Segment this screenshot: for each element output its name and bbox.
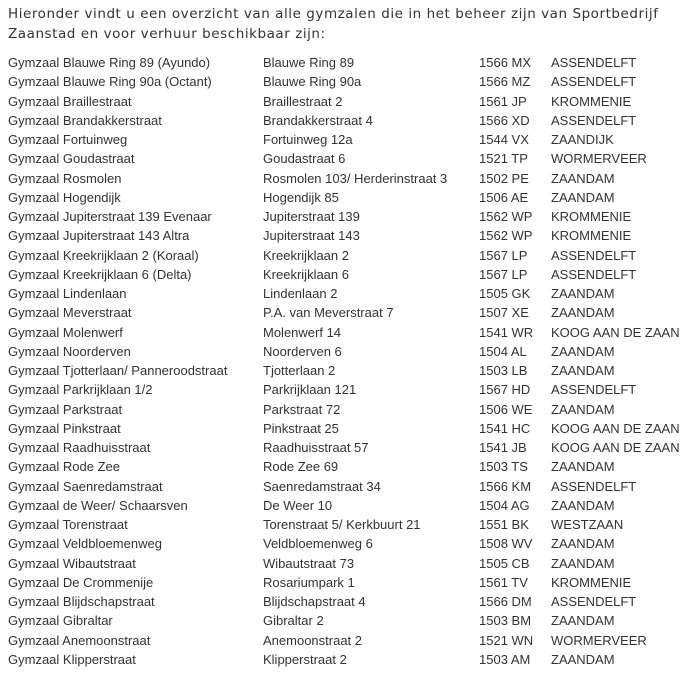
city-cell: ASSENDELFT <box>551 382 637 398</box>
address-cell: Noorderven 6 <box>263 343 342 359</box>
table-row <box>0 111 684 130</box>
address-cell: Tjotterlaan 2 <box>263 363 336 379</box>
address-cell: Veldbloemenweg 6 <box>263 536 373 552</box>
city-cell: ZAANDAM <box>551 343 615 359</box>
postcode-cell: 1566 MZ <box>479 74 531 90</box>
gym-name-cell: Gymzaal Torenstraat <box>8 517 128 533</box>
table-row <box>0 303 684 322</box>
table-row <box>0 400 684 419</box>
gym-name-cell: Gymzaal Jupiterstraat 143 Altra <box>8 228 190 244</box>
city-cell: KROMMENIE <box>551 228 632 244</box>
address-cell: Kreekrijklaan 2 <box>263 247 349 263</box>
gym-name-cell: Gymzaal De Crommenije <box>8 574 154 590</box>
table-row <box>0 650 684 669</box>
postcode-cell: 1566 XD <box>479 112 530 128</box>
city-cell: ZAANDAM <box>551 363 615 379</box>
city-cell: KROMMENIE <box>551 93 632 109</box>
postcode-cell: 1508 WV <box>479 536 533 552</box>
city-cell: ZAANDAM <box>551 497 615 513</box>
city-cell: WESTZAAN <box>551 517 624 533</box>
gym-name-cell: Gymzaal Veldbloemenweg <box>8 536 162 552</box>
city-cell: ZAANDIJK <box>551 132 614 148</box>
city-cell: KOOG AAN DE ZAAN <box>551 324 680 340</box>
gym-name-cell: Gymzaal Braillestraat <box>8 93 132 109</box>
table-row <box>0 631 684 650</box>
postcode-cell: 1541 HC <box>479 420 531 436</box>
gym-name-cell: Gymzaal Blauwe Ring 90a (Octant) <box>8 74 212 90</box>
gym-name-cell: Gymzaal Brandakkerstraat <box>8 112 162 128</box>
table-row <box>0 361 684 380</box>
city-cell: ZAANDAM <box>551 555 615 571</box>
gym-name-cell: Gymzaal Meverstraat <box>8 305 132 321</box>
address-cell: Goudastraat 6 <box>263 151 346 167</box>
table-row <box>0 592 684 611</box>
gym-name-cell: Gymzaal Klipperstraat <box>8 651 136 667</box>
gym-name-cell: Gymzaal Goudastraat <box>8 151 135 167</box>
address-cell: Klipperstraat 2 <box>263 651 347 667</box>
gym-name-cell: Gymzaal Saenredamstraat <box>8 478 163 494</box>
address-cell: Torenstraat 5/ Kerkbuurt 21 <box>263 517 421 533</box>
table-row <box>0 342 684 361</box>
gym-table <box>0 53 684 669</box>
postcode-cell: 1541 WR <box>479 324 534 340</box>
gym-name-cell: Gymzaal Gibraltar <box>8 613 113 629</box>
gym-name-cell: Gymzaal Parkrijklaan 1/2 <box>8 382 153 398</box>
gym-name-cell: Gymzaal Kreekrijklaan 2 (Koraal) <box>8 247 199 263</box>
postcode-cell: 1561 JP <box>479 93 527 109</box>
city-cell: ASSENDELFT <box>551 594 637 610</box>
address-cell: Raadhuisstraat 57 <box>263 440 369 456</box>
address-cell: Gibraltar 2 <box>263 613 324 629</box>
postcode-cell: 1562 WP <box>479 228 533 244</box>
postcode-cell: 1504 AL <box>479 343 527 359</box>
table-row <box>0 457 684 476</box>
postcode-cell: 1503 TS <box>479 459 528 475</box>
city-cell: ZAANDAM <box>551 189 615 205</box>
table-row <box>0 554 684 573</box>
address-cell: P.A. van Meverstraat 7 <box>263 305 394 321</box>
postcode-cell: 1503 BM <box>479 613 532 629</box>
postcode-cell: 1567 LP <box>479 247 528 263</box>
postcode-cell: 1503 LB <box>479 363 528 379</box>
postcode-cell: 1521 WN <box>479 632 534 648</box>
table-row <box>0 534 684 553</box>
table-row <box>0 438 684 457</box>
table-row <box>0 149 684 168</box>
city-cell: KOOG AAN DE ZAAN <box>551 440 680 456</box>
gym-name-cell: Gymzaal Anemoonstraat <box>8 632 151 648</box>
table-row <box>0 284 684 303</box>
address-cell: Brandakkerstraat 4 <box>263 112 373 128</box>
table-row <box>0 72 684 91</box>
city-cell: ZAANDAM <box>551 536 615 552</box>
postcode-cell: 1503 AM <box>479 651 531 667</box>
address-cell: Jupiterstraat 139 <box>263 209 360 225</box>
gym-name-cell: Gymzaal Lindenlaan <box>8 286 127 302</box>
city-cell: ZAANDAM <box>551 305 615 321</box>
gym-name-cell: Gymzaal Blijdschapstraat <box>8 594 155 610</box>
city-cell: ZAANDAM <box>551 170 615 186</box>
city-cell: ZAANDAM <box>551 459 615 475</box>
postcode-cell: 1566 KM <box>479 478 532 494</box>
postcode-cell: 1561 TV <box>479 574 528 590</box>
gym-name-cell: Gymzaal Tjotterlaan/ Panneroodstraat <box>8 363 228 379</box>
postcode-cell: 1567 LP <box>479 266 528 282</box>
table-row <box>0 169 684 188</box>
city-cell: ZAANDAM <box>551 613 615 629</box>
city-cell: ZAANDAM <box>551 651 615 667</box>
postcode-cell: 1506 AE <box>479 189 529 205</box>
postcode-cell: 1566 MX <box>479 55 532 71</box>
gym-name-cell: Gymzaal Noorderven <box>8 343 131 359</box>
postcode-cell: 1541 JB <box>479 440 527 456</box>
address-cell: De Weer 10 <box>263 497 333 513</box>
gym-name-cell: Gymzaal Blauwe Ring 89 (Ayundo) <box>8 55 211 71</box>
postcode-cell: 1566 DM <box>479 594 532 610</box>
address-cell: Jupiterstraat 143 <box>263 228 360 244</box>
address-cell: Saenredamstraat 34 <box>263 478 381 494</box>
table-row <box>0 130 684 149</box>
postcode-cell: 1544 VX <box>479 132 529 148</box>
address-cell: Kreekrijklaan 6 <box>263 266 349 282</box>
address-cell: Wibautstraat 73 <box>263 555 355 571</box>
city-cell: ZAANDAM <box>551 401 615 417</box>
address-cell: Rode Zee 69 <box>263 459 339 475</box>
city-cell: ASSENDELFT <box>551 478 637 494</box>
gym-name-cell: Gymzaal Molenwerf <box>8 324 123 340</box>
address-cell: Molenwerf 14 <box>263 324 342 340</box>
gym-name-cell: Gymzaal Raadhuisstraat <box>8 440 151 456</box>
gym-name-cell: Gymzaal Wibautstraat <box>8 555 136 571</box>
city-cell: ASSENDELFT <box>551 55 637 71</box>
address-cell: Blijdschapstraat 4 <box>263 594 366 610</box>
gym-name-cell: Gymzaal Rode Zee <box>8 459 120 475</box>
table-row <box>0 477 684 496</box>
table-row <box>0 188 684 207</box>
city-cell: WORMERVEER <box>551 632 647 648</box>
gym-name-cell: Gymzaal Rosmolen <box>8 170 122 186</box>
address-cell: Pinkstraat 25 <box>263 420 339 436</box>
table-row <box>0 207 684 226</box>
address-cell: Blauwe Ring 90a <box>263 74 362 90</box>
table-row <box>0 496 684 515</box>
address-cell: Fortuinweg 12a <box>263 132 353 148</box>
address-cell: Braillestraat 2 <box>263 93 343 109</box>
address-cell: Blauwe Ring 89 <box>263 55 355 71</box>
postcode-cell: 1502 PE <box>479 170 529 186</box>
table-row <box>0 380 684 399</box>
city-cell: ASSENDELFT <box>551 266 637 282</box>
address-cell: Parkrijklaan 121 <box>263 382 357 398</box>
postcode-cell: 1506 WE <box>479 401 533 417</box>
gym-name-cell: Gymzaal Kreekrijklaan 6 (Delta) <box>8 266 192 282</box>
address-cell: Rosariumpark 1 <box>263 574 355 590</box>
city-cell: WORMERVEER <box>551 151 647 167</box>
postcode-cell: 1507 XE <box>479 305 529 321</box>
city-cell: ZAANDAM <box>551 286 615 302</box>
city-cell: KROMMENIE <box>551 574 632 590</box>
table-row <box>0 515 684 534</box>
city-cell: KROMMENIE <box>551 209 632 225</box>
gym-name-cell: Gymzaal Hogendijk <box>8 189 121 205</box>
table-row <box>0 611 684 630</box>
gym-name-cell: Gymzaal Jupiterstraat 139 Evenaar <box>8 209 212 225</box>
table-row <box>0 92 684 111</box>
gym-name-cell: Gymzaal Parkstraat <box>8 401 123 417</box>
city-cell: KOOG AAN DE ZAAN <box>551 420 680 436</box>
table-row <box>0 226 684 245</box>
postcode-cell: 1505 GK <box>479 286 531 302</box>
postcode-cell: 1521 TP <box>479 151 528 167</box>
table-row <box>0 419 684 438</box>
city-cell: ASSENDELFT <box>551 74 637 90</box>
city-cell: ASSENDELFT <box>551 247 637 263</box>
city-cell: ASSENDELFT <box>551 112 637 128</box>
table-row <box>0 323 684 342</box>
address-cell: Hogendijk 85 <box>263 189 339 205</box>
address-cell: Lindenlaan 2 <box>263 286 338 302</box>
postcode-cell: 1562 WP <box>479 209 533 225</box>
address-cell: Parkstraat 72 <box>263 401 341 417</box>
postcode-cell: 1505 CB <box>479 555 530 571</box>
postcode-cell: 1551 BK <box>479 517 529 533</box>
address-cell: Anemoonstraat 2 <box>263 632 363 648</box>
table-row <box>0 53 684 72</box>
postcode-cell: 1567 HD <box>479 382 531 398</box>
gym-name-cell: Gymzaal Fortuinweg <box>8 132 128 148</box>
table-row <box>0 246 684 265</box>
intro-text: Hieronder vindt u een overzicht van alle gymzalen die in het beheer zijn van Sportbedrijf Zaanstad en voor verhuur beschikbaar zijn: <box>8 6 659 42</box>
table-row <box>0 573 684 592</box>
postcode-cell: 1504 AG <box>479 497 530 513</box>
address-cell: Rosmolen 103/ Herderinstraat 3 <box>263 170 448 186</box>
gym-table-body <box>0 53 684 669</box>
table-row <box>0 265 684 284</box>
gym-name-cell: Gymzaal de Weer/ Schaarsven <box>8 497 188 513</box>
gym-name-cell: Gymzaal Pinkstraat <box>8 420 121 436</box>
